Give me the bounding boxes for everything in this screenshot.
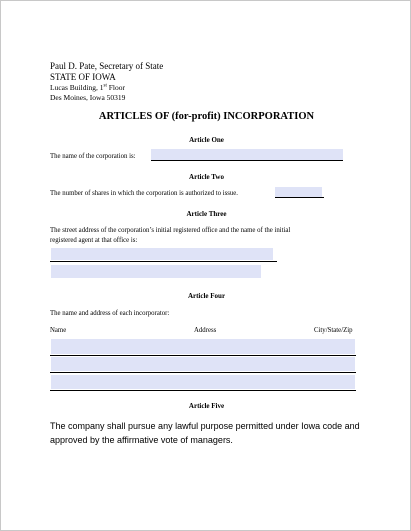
- incorporator-row-3-field[interactable]: [51, 375, 355, 389]
- article-five-heading: Article Five: [188, 402, 225, 410]
- article-five-text: The company shall pursue any lawful purpose permitted under Iowa code and approved by the affirmative vote of managers.: [50, 421, 360, 445]
- registered-agent-underline: [50, 261, 277, 262]
- registered-office-label-line1: The street address of the corporation’s initial registered office and the name of the initial: [50, 227, 291, 234]
- incorporator-row-3-underline: [50, 390, 356, 391]
- registered-agent-field[interactable]: [51, 248, 273, 260]
- shares-label: The number of shares in which the corporation is authorized to issue.: [50, 190, 238, 197]
- incorporator-label: The name and address of each incorporator:: [50, 310, 170, 317]
- registered-office-label-line2: registered agent at that office is:: [50, 237, 138, 244]
- corporation-name-label: The name of the corporation is:: [50, 153, 136, 160]
- column-address-header: Address: [194, 327, 217, 334]
- city-address: Des Moines, Iowa 50319: [50, 93, 126, 102]
- incorporator-row-1-underline: [50, 355, 356, 356]
- shares-underline: [275, 197, 324, 198]
- corporation-name-field[interactable]: [151, 149, 343, 160]
- official-name: Paul D. Pate, Secretary of State: [50, 61, 164, 71]
- registered-address-field[interactable]: [51, 265, 261, 278]
- building-address: Lucas Building, 1st Floor: [50, 83, 126, 92]
- shares-field[interactable]: [275, 187, 322, 197]
- column-name-header: Name: [50, 327, 67, 334]
- corporation-name-underline: [151, 160, 343, 161]
- state-name: STATE OF IOWA: [50, 72, 116, 82]
- column-city-header: City/State/Zip: [314, 327, 353, 334]
- article-two-heading: Article Two: [189, 173, 224, 181]
- incorporator-row-2-field[interactable]: [51, 357, 355, 371]
- article-three-heading: Article Three: [186, 210, 227, 218]
- article-one-heading: Article One: [189, 136, 224, 144]
- article-four-heading: Article Four: [187, 292, 226, 300]
- incorporator-row-2-underline: [50, 372, 356, 373]
- incorporator-row-1-field[interactable]: [51, 339, 355, 354]
- page-title: ARTICLES OF (for-profit) INCORPORATION: [98, 111, 315, 122]
